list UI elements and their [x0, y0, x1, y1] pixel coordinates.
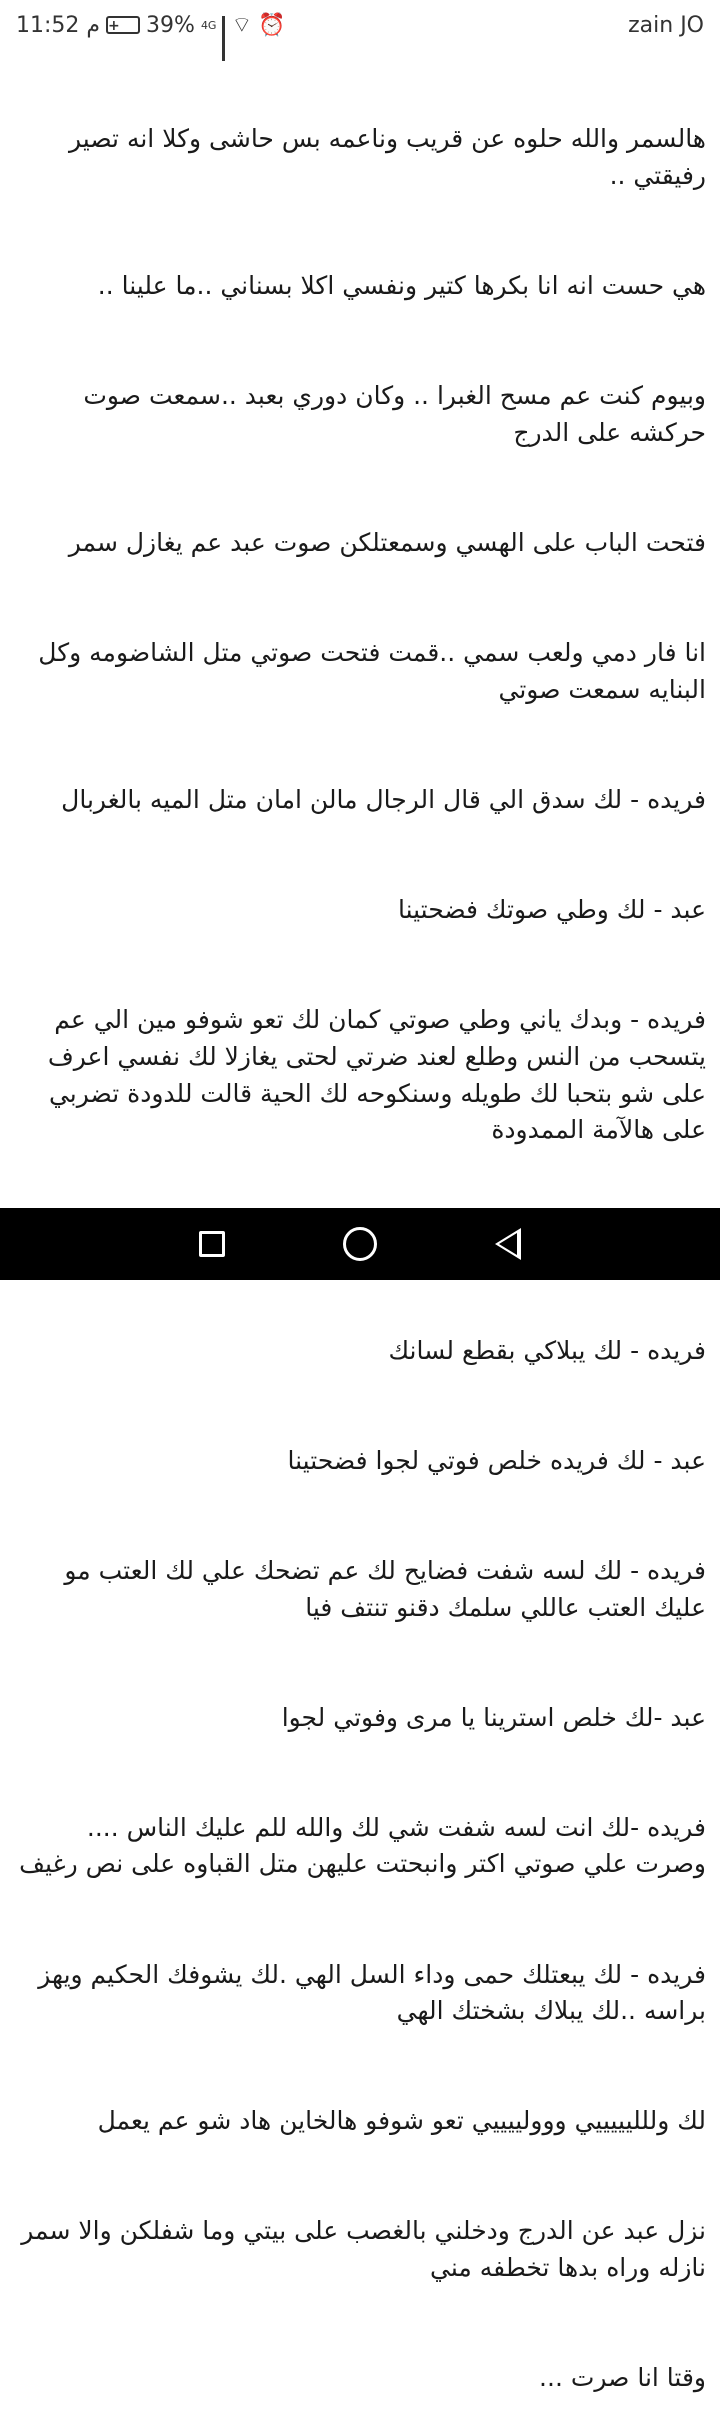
recents-square-icon[interactable] — [199, 1231, 225, 1257]
battery-icon: + — [106, 16, 140, 34]
text-line: فريده - وبدك ياني وطي صوتي كمان لك تعو شوفو مين الي عم يتسحب من النس وطلع لعند ضرتي لحتى يغازلا لك نفسي اعرف على شو بتحبا لك طويله وسنكوحه لك الحية قالت للدودة تضربي على هالآمة الممدودة — [39, 1005, 706, 1145]
navigation-bar — [0, 1208, 720, 1280]
story-text[interactable] — [13, 48, 706, 2393]
text-line: فريده - لك سدق الي قال الرجال مالن امان متل الميه بالغربال — [61, 785, 706, 815]
network-type: 4G — [200, 18, 217, 32]
text-line: عبد -لك خلص استرينا يا مرى وفوتي لجوا — [281, 1702, 706, 1732]
text-line: هالسمر والله حلوه عن قريب وناعمه بس حاشى وكلا انه تصير رفيقتي .. — [61, 124, 706, 191]
status-bar — [0, 0, 720, 50]
text-line: لك وللليييييي ووولييييي تعو شوفو هالخاين هاد شو عم يعمل — [97, 2106, 706, 2136]
clock: 11:52 م — [16, 12, 101, 38]
text-line: وبيوم كنت عم مسح الغبرا .. وكان دوري بعبد ..سمعت صوت حركشه على الدرج — [75, 381, 706, 448]
status-icons — [16, 11, 286, 39]
signal-icon — [222, 16, 225, 34]
text-line: عبد - لك فريده خلص فوتي لجوا فضحتينا — [287, 1445, 706, 1475]
battery-percent: 39% — [146, 12, 195, 38]
text-line: فريده -لك انت لسه شفت شي لك والله للم عليك الناس .... وصرت علي صوتي اكتر وانبحتت عليهن متل القباوه على نص رغيف — [19, 1812, 706, 1879]
text-line: عبد - لك وطي صوتك فضحتينا — [397, 895, 706, 925]
alarm-icon: ⏰ — [258, 12, 286, 38]
text-line: هي حست انه انا بكرها كتير ونفسي اكلا بسناني ..ما علينا .. — [97, 271, 706, 301]
text-line: فريده - لك يبلاكي بقطع لسانك — [388, 1335, 706, 1365]
text-line: فتحت الباب على الهسي وسمعتلكن صوت عبد عم يغازل سمر — [68, 528, 706, 558]
text-line: نزل عبد عن الدرج ودخلني بالغصب على بيتي وما شفلكن والا سمر نازله وراه بدها تخطفه مني — [13, 2216, 706, 2283]
home-circle-icon[interactable] — [343, 1227, 377, 1261]
text-line: فريده - لك يبعتلك حمى وداء السل الهي .لك يشوفك الحكيم ويهز براسه ..لك يبلاك بشختك الهي — [30, 1959, 706, 2026]
text-line: انا فار دمي ولعب سمي ..قمت فتحت صوتي متل الشاضومه وكل البنايه سمعت صوتي — [30, 638, 706, 704]
text-line: فريده - لك لسه شفت فضايح لك عم تضحك علي لك العتب مو عليك العتب عاللي سلمك دقنو تنتف فيا — [56, 1555, 706, 1622]
carrier-name: zain JO — [628, 12, 704, 38]
wifi-icon: ⌔ — [231, 13, 253, 38]
back-triangle-icon[interactable] — [495, 1228, 521, 1260]
text-line: وقتا انا صرت ... — [539, 2363, 706, 2393]
